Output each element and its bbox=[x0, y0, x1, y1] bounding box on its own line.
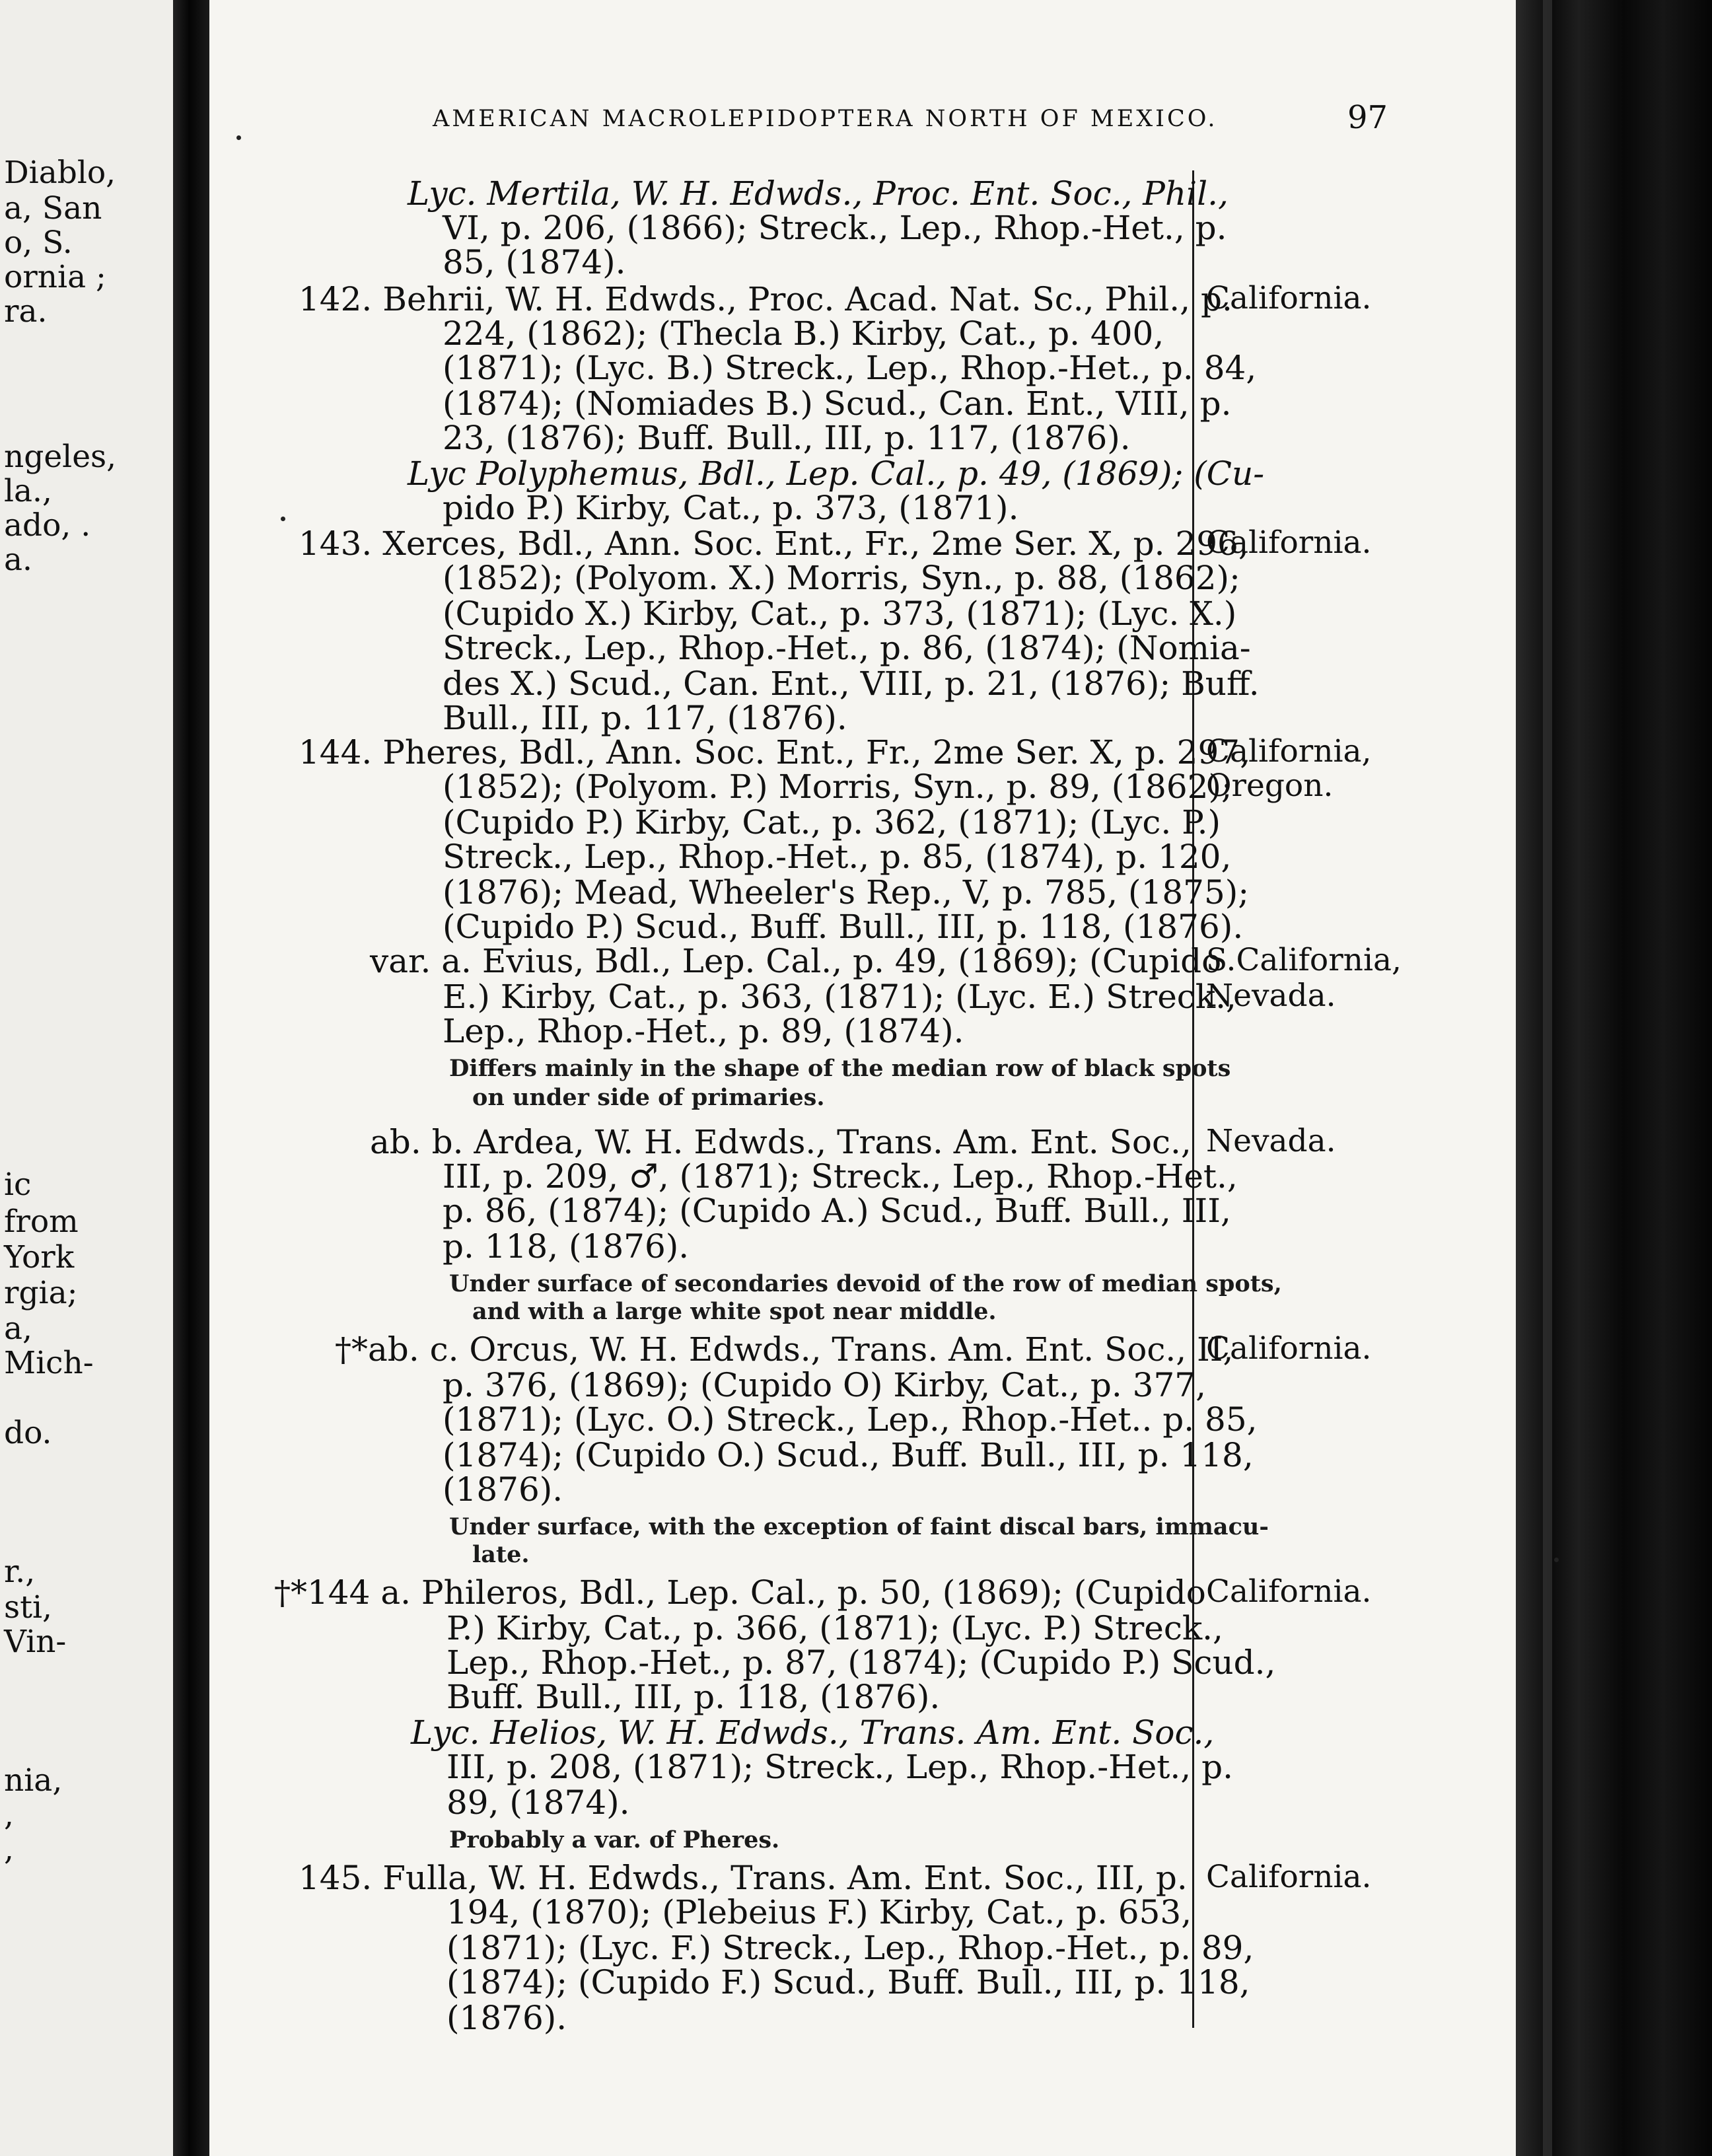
left-page-line: do. bbox=[4, 1415, 52, 1451]
entry-line: pido P.) Kirby, Cat., p. 373, (1871). bbox=[443, 489, 1019, 527]
entry-note: and with a large white spot near middle. bbox=[472, 1298, 997, 1325]
entry-line: 143. Xerces, Bdl., Ann. Soc. Ent., Fr., 2me Ser. X, p. 296, bbox=[299, 524, 1249, 563]
running-head: AMERICAN MACROLEPIDOPTERA NORTH OF MEXICO. bbox=[433, 106, 1218, 132]
entry-line: 224, (1862); (Thecla B.) Kirby, Cat., p. 400, bbox=[443, 314, 1164, 353]
entry-line: ab. b. Ardea, W. H. Edwds., Trans. Am. Ent. Soc., bbox=[370, 1123, 1192, 1161]
entry-line: (1876). bbox=[446, 1999, 567, 2037]
left-page-line: Diablo, bbox=[4, 155, 116, 191]
entry-line: E.) Kirby, Cat., p. 363, (1871); (Lyc. E.) Streck., bbox=[443, 978, 1236, 1016]
entry-line: 85, (1874). bbox=[443, 243, 626, 281]
entry-note: late. bbox=[472, 1541, 530, 1568]
entry-line: var. a. Evius, Bdl., Lep. Cal., p. 49, (1869); (Cupido bbox=[370, 942, 1222, 980]
paper-speck bbox=[236, 135, 241, 140]
left-page-line: , bbox=[4, 1797, 14, 1833]
entry-line: Bull., III, p. 117, (1876). bbox=[443, 699, 847, 737]
entry-note: Probably a var. of Pheres. bbox=[449, 1826, 780, 1853]
left-page-line: ra. bbox=[4, 293, 48, 330]
left-page-line: ngeles, bbox=[4, 439, 117, 475]
paper-speck bbox=[1554, 1558, 1559, 1562]
left-page-line: , bbox=[4, 1831, 14, 1867]
entry-line: Lep., Rhop.-Het., p. 89, (1874). bbox=[443, 1012, 964, 1050]
left-page-line: a, San bbox=[4, 190, 102, 227]
left-page-line: nia, bbox=[4, 1762, 63, 1799]
left-page-line: from bbox=[4, 1204, 79, 1240]
entry-line: Streck., Lep., Rhop.-Het., p. 86, (1874); (Nomia- bbox=[443, 629, 1251, 667]
entry-line: Buff. Bull., III, p. 118, (1876). bbox=[446, 1678, 941, 1716]
entry-line: (1876); Mead, Wheeler's Rep., V, p. 785, (1875); bbox=[443, 873, 1250, 912]
entry-line: (1876). bbox=[443, 1470, 563, 1509]
entry-line: des X.) Scud., Can. Ent., VIII, p. 21, (1876); Buff. bbox=[443, 665, 1260, 703]
left-page-line: Vin- bbox=[4, 1624, 67, 1660]
entry-line: Lyc. Mertila, W. H. Edwds., Proc. Ent. Soc., Phil., bbox=[408, 174, 1229, 213]
locality: S.California, bbox=[1206, 942, 1402, 978]
locality: Nevada. bbox=[1206, 1123, 1336, 1159]
entry-line: VI, p. 206, (1866); Streck., Lep., Rhop.-Het., p. bbox=[443, 209, 1227, 247]
entry-line: p. 86, (1874); (Cupido A.) Scud., Buff. Bull., III, bbox=[443, 1192, 1231, 1230]
left-page-line: rgia; bbox=[4, 1275, 78, 1311]
entry-line: †*ab. c. Orcus, W. H. Edwds., Trans. Am. Ent. Soc., II, bbox=[335, 1330, 1234, 1369]
entry-note: Differs mainly in the shape of the median row of black spots bbox=[449, 1055, 1231, 1082]
entry-line: 194, (1870); (Plebeius F.) Kirby, Cat., p. 653, bbox=[446, 1893, 1192, 1931]
entry-line: p. 118, (1876). bbox=[443, 1227, 690, 1266]
entry-line: 142. Behrii, W. H. Edwds., Proc. Acad. Nat. Sc., Phil., p. bbox=[299, 280, 1232, 318]
locality: California. bbox=[1206, 280, 1372, 316]
entry-line: 145. Fulla, W. H. Edwds., Trans. Am. Ent. Soc., III, p. bbox=[299, 1859, 1188, 1897]
entry-note: Under surface of secondaries devoid of the row of median spots, bbox=[449, 1270, 1282, 1297]
entry-line: †*144 a. Phileros, Bdl., Lep. Cal., p. 50, (1869); (Cupido bbox=[274, 1573, 1206, 1612]
entry-line: (1871); (Lyc. O.) Streck., Lep., Rhop.-Het.. p. 85, bbox=[443, 1400, 1258, 1439]
book-edge-stripe bbox=[1543, 0, 1552, 2156]
locality: Nevada. bbox=[1206, 978, 1336, 1014]
entry-line: (1874); (Cupido O.) Scud., Buff. Bull., III, p. 118, bbox=[443, 1436, 1254, 1474]
entry-line: p. 376, (1869); (Cupido O) Kirby, Cat., p. 377, bbox=[443, 1366, 1206, 1404]
book-gutter bbox=[173, 0, 209, 2156]
left-page-line: ado, . bbox=[4, 507, 91, 544]
entry-note: Under surface, with the exception of faint discal bars, immacu- bbox=[449, 1513, 1269, 1540]
left-page-line: ic bbox=[4, 1167, 32, 1203]
entry-line: (Cupido P.) Kirby, Cat., p. 362, (1871); (Lyc. P.) bbox=[443, 803, 1221, 842]
left-page-line: a. bbox=[4, 542, 32, 578]
entry-line: Lep., Rhop.-Het., p. 87, (1874); (Cupido P.) Scud., bbox=[446, 1643, 1276, 1682]
left-page-line: o, S. bbox=[4, 225, 73, 261]
entry-line: Streck., Lep., Rhop.-Het., p. 85, (1874), p. 120, bbox=[443, 838, 1232, 876]
entry-line: Lyc Polyphemus, Bdl., Lep. Cal., p. 49, (1869); (Cu- bbox=[408, 454, 1265, 493]
entry-line: P.) Kirby, Cat., p. 366, (1871); (Lyc. P.) Streck., bbox=[446, 1609, 1223, 1647]
left-page-line: ornia ; bbox=[4, 259, 106, 295]
entry-line: (1874); (Cupido F.) Scud., Buff. Bull., III, p. 118, bbox=[446, 1963, 1250, 2001]
left-page-line: a, bbox=[4, 1311, 32, 1347]
page-number: 97 bbox=[1347, 99, 1388, 136]
locality: Oregon. bbox=[1206, 768, 1334, 804]
entry-line: (1852); (Polyom. X.) Morris, Syn., p. 88, (1862); bbox=[443, 559, 1240, 597]
left-page-line: r., bbox=[4, 1554, 36, 1590]
locality: California. bbox=[1206, 524, 1372, 561]
paper-speck bbox=[281, 517, 285, 521]
left-page-line: sti, bbox=[4, 1589, 52, 1626]
entry-line: III, p. 208, (1871); Streck., Lep., Rhop.-Het., p. bbox=[446, 1748, 1233, 1786]
entry-line: 23, (1876); Buff. Bull., III, p. 117, (1876). bbox=[443, 419, 1131, 457]
entry-line: (1874); (Nomiades B.) Scud., Can. Ent., VIII, p. bbox=[443, 384, 1232, 423]
left-page-line: la., bbox=[4, 473, 52, 509]
entry-line: (1871); (Lyc. F.) Streck., Lep., Rhop.-Het., p. 89, bbox=[446, 1929, 1254, 1967]
entry-line: (1871); (Lyc. B.) Streck., Lep., Rhop.-Het., p. 84, bbox=[443, 349, 1257, 387]
locality: California. bbox=[1206, 1859, 1372, 1895]
entry-note: on under side of primaries. bbox=[472, 1084, 825, 1111]
locality: California. bbox=[1206, 1573, 1372, 1610]
locality: California. bbox=[1206, 1330, 1372, 1367]
left-page-fragment bbox=[0, 0, 182, 2156]
entry-line: (Cupido X.) Kirby, Cat., p. 373, (1871); (Lyc. X.) bbox=[443, 594, 1237, 633]
locality: California, bbox=[1206, 733, 1372, 770]
entry-line: III, p. 209, ♂, (1871); Streck., Lep., Rhop.-Het., bbox=[443, 1157, 1238, 1196]
entry-line: Lyc. Helios, W. H. Edwds., Trans. Am. Ent. Soc., bbox=[411, 1713, 1215, 1752]
entry-line: (Cupido P.) Scud., Buff. Bull., III, p. 118, (1876). bbox=[443, 908, 1244, 946]
left-page-line: Mich- bbox=[4, 1345, 94, 1381]
entry-line: 144. Pheres, Bdl., Ann. Soc. Ent., Fr., 2me Ser. X, p. 297, bbox=[299, 733, 1250, 772]
left-page-line: York bbox=[4, 1239, 75, 1276]
entry-line: (1852); (Polyom. P.) Morris, Syn., p. 89, (1862); bbox=[443, 768, 1232, 806]
entry-line: 89, (1874). bbox=[446, 1783, 630, 1822]
